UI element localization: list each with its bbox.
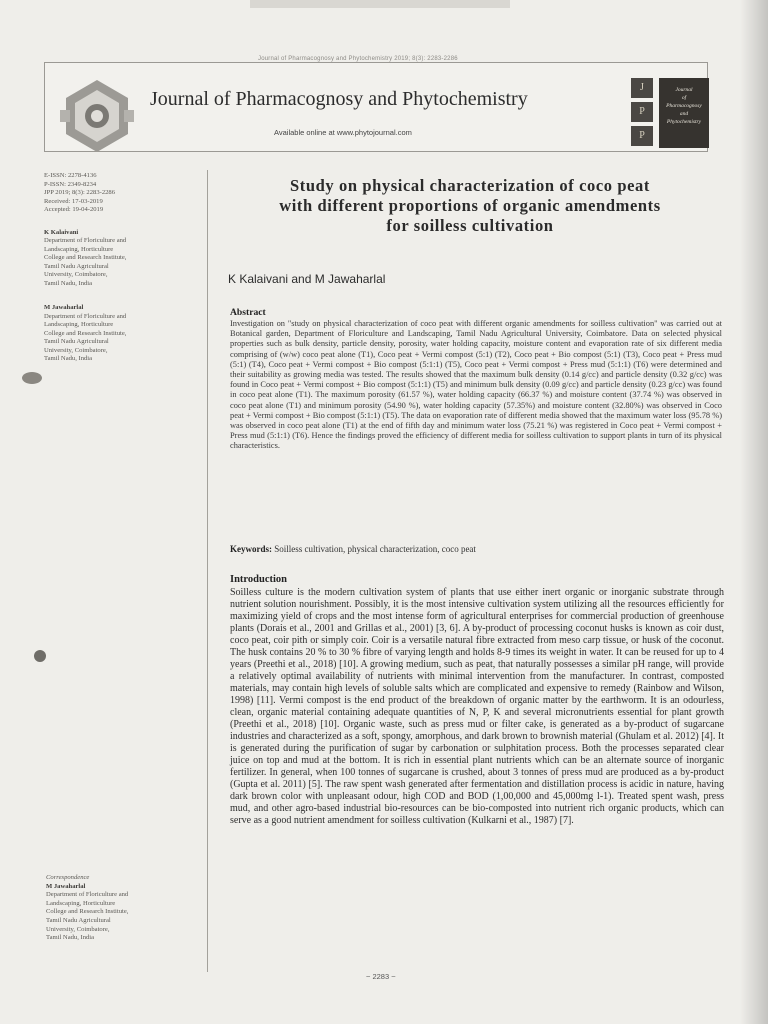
affiliation-line: Department of Floriculture and: [44, 312, 127, 320]
journal-citation: Journal of Pharmacognosy and Phytochemistry 2019; 8(3): 2283-2286: [258, 56, 458, 62]
badge-word: Journal: [675, 87, 693, 93]
badge-word: Phytochemistry: [666, 119, 702, 125]
affiliation-line: Tamil Nadu, India: [46, 934, 95, 942]
author-affiliation: [44, 304, 200, 364]
affiliation-line: Tamil Nadu, India: [44, 355, 93, 362]
article-authors: K Kalaivani and M Jawaharlal: [228, 272, 386, 286]
affiliation-line: Tamil Nadu Agricultural: [44, 338, 109, 345]
keywords-line: [230, 544, 476, 554]
previous-page-strip: [250, 0, 510, 8]
author-name: M Jawaharlal: [44, 304, 84, 311]
abstract-heading: Abstract: [230, 307, 266, 318]
affiliation-line: Tamil Nadu Agricultural: [46, 916, 111, 924]
affiliation-line: Tamil Nadu, India: [44, 279, 93, 287]
received-date: Received: 17-03-2019: [44, 197, 103, 205]
issn-print: P-ISSN: 2349-8234: [44, 180, 97, 188]
affiliation-line: College and Research Institute,: [44, 329, 127, 337]
journal-logo-icon: [58, 76, 136, 156]
badge-word: and: [679, 111, 689, 117]
journal-volume: JPP 2019; 8(3): 2283-2286: [44, 189, 116, 196]
affiliation-line: Department of Floriculture and: [46, 891, 129, 899]
correspondence-label: Correspondence: [46, 874, 90, 881]
badge-word: of: [681, 95, 687, 101]
keywords-text: Soilless cultivation, physical characterization, coco peat: [274, 544, 476, 554]
journal-badge: [631, 78, 709, 150]
ink-blot: [34, 650, 46, 662]
page-edge-shadow: [740, 0, 768, 1024]
affiliation-line: Landscaping, Horticulture: [46, 899, 116, 907]
badge-word: Pharmacognosy: [666, 103, 702, 109]
affiliation-line: University, Coimbatore,: [46, 925, 110, 933]
accepted-date: Accepted: 19-04-2019: [44, 206, 104, 213]
article-title-line: with different proportions of organic amendments: [279, 196, 661, 215]
introduction-heading: Introduction: [230, 574, 287, 585]
affiliation-line: Department of Floriculture and: [44, 237, 127, 244]
badge-letter: J: [631, 78, 653, 98]
correspondence-block: [46, 874, 206, 943]
article-title-line: for soilless cultivation: [386, 216, 554, 235]
introduction-body: Soilless culture is the modern cultivation system of plants that use either inert organic or inorganic substrate through nutrient solution nourishment. Possibly, it is the most intensive cultivation system utilizing all the resources efficiently for maximizing yield of crops and the most intense form of agricultural enterprises for commercial production of greenhouse plants (Dorais et al., 2001 and Grillas et al., 2001) [3, 6]. A by-product of processing coconut husks is known as coir dust, coco peat, coir pith or simply coir. Coir is a versatile natural fibre extracted from meso carp tissue, or husk of the coconut. The husk contains 20 % to 30 % fibre of varying length and holds 8-9 times its weight in water. It can be reused for up to 4 years (Preethi et al., 2018) [10]. A growing medium, such as peat, that naturally possesses a similar pH range, will provide a relatively optimal availability of nutrients with minimal intervention from the manufacturer. In contrast, composted materials, may contain high levels of soluble salts which are complicated and expensive to remedy (Rainbow and Wilson, 1998) [11]. Vermi compost is the end product of the breakdown of organic matter by the earthworm. It is an odourless, clean, organic material containing adequate quantities of N, P, K and several micronutrients essential for plant growth (Preethi et al., 2018) [10]. Organic waste, such as press mud or filter cake, is generated as a by-product of sugarcane industries and characterized as a soft, spongy, amorphous, and dark brown to brownish material (Ghulam et al. 2012) [4]. It is generated during the purification of sugar by carbonation or sulphitation process. Both the processes separated clear juice on top and mud at the bottom. It is rich in essential plant nutrients which can be an alternate source of inorganic fertilizer. In general, when 100 tonnes of sugarcane is crushed, about 3 tonnes of press mud are produced as a by-product (Gupta et al. 2011) [5]. The raw spent wash generated after fermentation and distillation process is acidic in nature, having dark brown color with unpleasant odour, high COD and BOD (1,00,000 and 45,000mg l-1). Treated spent wash, press mud, and other agro-based industrial bio-resources can be bio-composted into nutrient rich organic products, which can serve as a good nutrient amendment for soilless cultivation (Kulkarni et al., 1987) [7].: [230, 587, 724, 826]
ink-blot: [22, 372, 42, 384]
article-sidebar: [44, 172, 200, 364]
available-online-text: Available online at www.phytojournal.com: [274, 128, 412, 137]
issn-electronic: E-ISSN: 2278-4136: [44, 172, 97, 179]
column-divider: [207, 170, 208, 972]
author-name: K Kalaivani: [44, 228, 79, 236]
badge-label: [659, 78, 709, 148]
affiliation-line: Landscaping, Horticulture: [44, 245, 114, 253]
article-title: [222, 176, 718, 236]
abstract-body: Investigation on "study on physical characterization of coco peat with different organic amendments for soilless cultivation" was carried out at Botanical garden, Department of Floriculture and Landscaping, Tamil Nadu Agricultural University, Coimbatore. Data on selected physical properties such as bulk density, particle density, porosity, water holding capacity, moisture content and evaporation rate of six different media comprising of (w/w) coco peat alone (T1), Coco peat + Vermi compost (5:1) (T2), Coco peat + Bio compost (5:1) (T3), Coco peat + Press mud (5:1) (T4), Coco peat + Vermi compost + Bio compost (5:1:1) (T5), Coco peat + Vermi compost + Press mud (5:1:1) (T6) were determined and their suitability as growing media was tested. The results showed that the maximum bulk density (0.14 g/cc) and particle density (0.32 g/cc) was found in Coco peat + Vermi compost + Bio compost (5:1:1) (T5) and minimum bulk density (0.09 g/cc) and particle density (0.23 g/cc) was found in coco peat alone (T1). The maximum porosity (61.57 %), water holding capacity (66.37 %) and moisture content (37.74 %) was observed in coco peat alone (T1) and minimum porosity (54.90 %), water holding capacity (57.35%) and moisture content (32.80%) was observed in Coco peat + Vermi compost + Bio compost (5:1:1) (T5). The data on evaporation rate of different media showed that the maximum water loss (95.78 %) was observed in coco peat alone (T1) at the end of fifth day and minimum water loss (75.21 %) was registered in Coco peat + Vermi compost + Press mud (5:1:1) (T6). Hence the findings proved the efficiency of different media for soilless cultivation to support plants in turn of its physical characteristics.: [230, 319, 722, 451]
journal-title: Journal of Pharmacognosy and Phytochemistry: [150, 88, 528, 110]
article-title-line: Study on physical characterization of coco peat: [289, 176, 650, 195]
affiliation-line: Tamil Nadu Agricultural: [44, 262, 109, 270]
page-number: ~ 2283 ~: [366, 972, 396, 981]
affiliation-line: University, Coimbatore,: [44, 271, 108, 278]
badge-letter: P: [631, 126, 653, 146]
affiliation-line: College and Research Institute,: [46, 908, 129, 916]
affiliation-line: University, Coimbatore,: [44, 346, 108, 354]
badge-letter: P: [631, 102, 653, 122]
correspondence-name: M Jawaharlal: [46, 882, 86, 890]
affiliation-line: College and Research Institute,: [44, 254, 127, 261]
affiliation-line: Landscaping, Horticulture: [44, 321, 114, 328]
keywords-label: Keywords:: [230, 544, 272, 554]
author-affiliation: [44, 229, 200, 289]
